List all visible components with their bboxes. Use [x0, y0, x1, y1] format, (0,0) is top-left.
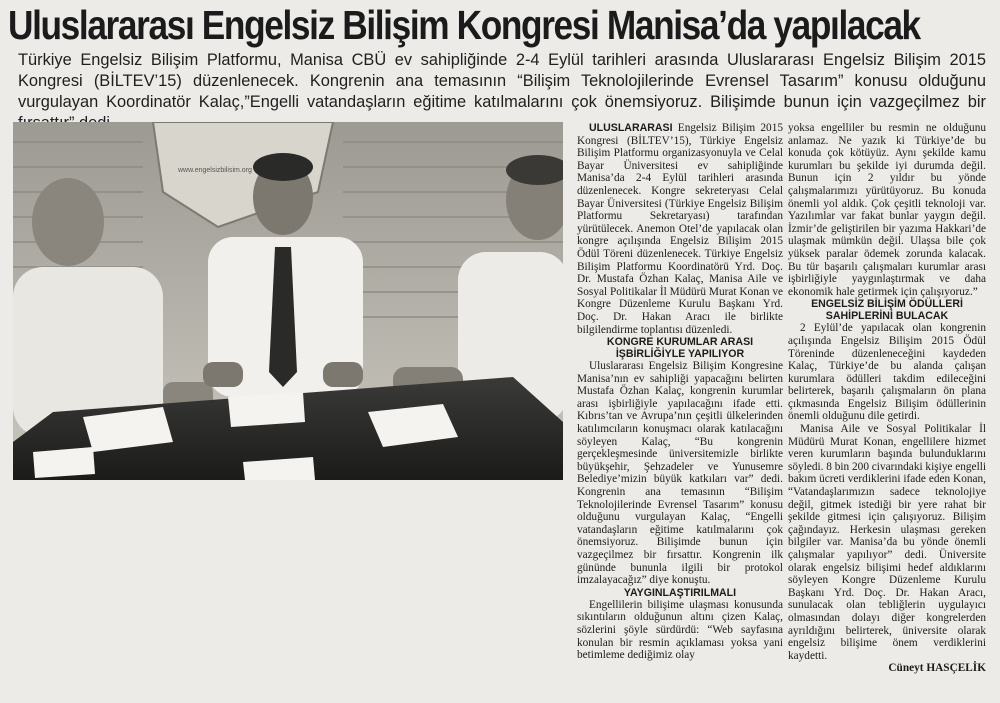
paragraph: 2 Eylül’de yapılacak olan kongrenin açılışında Engelsiz Bilişim 2015 Ödül Töreninde düzenleneceğini kaydeden Kalaç, Türkiye’de bu alanda çalışan kurumlara ödülleri takdim edileceğini belirterek, başarılı çalışmaların ön plana çıkmasında Engelsiz Bilişim ödüllerinin önemli olduğunu dile getirdi.: [788, 322, 986, 423]
headline: Uluslararası Engelsiz Bilişim Kongresi Manisa’da yapılacak: [8, 2, 920, 48]
subheading: YAYGINLAŞTIRILMALI: [623, 586, 737, 599]
paragraph: Uluslararası Engelsiz Bilişim Kongresine Manisa’nın ev sahipliği yapacağını belirten Mustafa Özhan Kalaç, kongrenin kurumlar arası işbirliğiyle yapılacağını ifade etti. Kıbrıs’tan ve Avrupa’nın çeşitli ülkelerinden katılımcıların konuşmacı olarak katılacağını söyleyen Kalaç, “Bu kongrenin gerçekleşmesinde üniversitemizle birlikte büyükşehir, Şehzadeler ve Yunusemre Belediye’mizin büyük katkıları var” dedi. Kongrenin ana temasının “Bilişim Teknolojilerinde Evrensel Tasarım” konusu olduğunu vurgulayan Kalaç, “Engelli vatandaşların eğitime katılmalarını çok önemsiyoruz. Bilişimde bunun için vazgeçilmez bir fırsattır. Kongrenin ilk gününde bununla ilgili bir protokol imzalayacağız” diye konuştu.: [577, 360, 783, 587]
subheading: ENGELSİZ BİLİŞİM ÖDÜLLERİ SAHİPLERİNİ BULACAK: [811, 298, 963, 323]
paragraph: Manisa Aile ve Sosyal Politikalar İl Müdürü Murat Konan, engellilere hizmet veren kurumların başında bulunduklarını söyledi. 8 bin 200 civarındaki kişiye engelli bakım ücreti verdiklerini ifade eden Konan, “Vatandaşlarımızın sadece teknolojiye değil, gitmek istediği bir yere rahat bir şekilde gitmesi için çalışıyoruz. Bilişim çağındayız. Herkesin ulaşması gereken bilgiler var. Manisa’da bu yönde önemli çalışmalar yapılıyor” dedi. Üniversite olarak engelsiz bilişimi hedef aldıklarını söyleyen Kongre Düzenleme Kurulu Başkanı Yrd. Doç. Dr. Hakan Aracı, sunulacak olan tebliğlerin uygulayıcı olmasından dolayı diğer kongrelerden ayrıldığını belirterek, üniversite olarak engelsiz bilişime önem verdiklerini kaydetti.: [788, 423, 986, 662]
article-column-2: [577, 122, 783, 662]
lead-keyword: ULUSLARARASI: [589, 122, 673, 134]
paragraph: [577, 122, 783, 336]
byline: Cüneyt HASÇELİK: [888, 662, 986, 675]
paragraph: yoksa engelliler bu resmin ne olduğunu anlamaz. Ne yazık ki Türkiye’de bu konuda çok kötüyüz. Aynı şekilde kamu kurumları bu şekilde iyi durumda değil. Bunun için 2 yıldır bu yönde çalışmalarımızı yürütüyoruz. Bu konuda önemli yol aldık. Çok çeşitli teknoloji var. Yazılımlar var fakat bunlar yaygın değil. İzmir’de geliştirilen bir yazıma Hakkari’de ulaşmak mümkün değil. Ulaşsa bile çok yüksek paralar ödemek zorunda kalacak. Bu tür başarılı çalışmaları kurumlar arası işbirliğiyle yaygınlaştırmak ve daha ekonomik hale getirmek için çalışıyoruz.”: [788, 122, 986, 298]
photo-illustration: [13, 122, 563, 480]
paragraph-text: Engelsiz Bilişim 2015 Kongresi (BİLTEV’15), Türkiye Engelsiz Bilişim Platformu organizasyonuyla ve Celal Bayar Üniversitesi ev sahipliğinde Manisa’da 2-4 Eylül tarihleri arasında düzenlenecek. Kongre sekreteryası Celal Bayar Üniversitesi (Türkiye Engelsiz Bilişim Platformu Sekretaryası) tarafından yürütülecek. Anemon Otel’de yapılacak olan kongre açılışında Engelsiz Bilişim 2015 Ödül Töreni düzenlenecek. Türkiye Engelsiz Bilişim Platformu Koordinatörü Yrd. Doç. Dr. Mustafa Özhan Kalaç, Manisa Aile ve Sosyal Politikalar İl Müdürü Murat Konan ve Kongre Düzenleme Kurulu Başkanı Yrd. Doç. Dr. Hakan Aracı ile birlikte bilgilendirme toplantısı düzenledi.: [577, 122, 783, 336]
lead-paragraph: Türkiye Engelsiz Bilişim Platformu, Manisa CBÜ ev sahipliğinde 2-4 Eylül tarihleri arasında Uluslararası Engelsiz Bilişim 2015 Kongresi (BİLTEV’15) düzenlenecek. Kongrenin ana temasının “Bilişim Teknolojilerinde Evrensel Tasarım” konusu olduğunu vurgulayan Koordinatör Kalaç,”Engelli vatandaşların eğitime katılmalarını çok önemsiyoruz. Bilişimde bunun için vazgeçilmez bir: [18, 51, 986, 111]
news-photo: [13, 122, 563, 480]
subheading: KONGRE KURUMLAR ARASI İŞBİRLİĞİYLE YAPILIYOR: [606, 336, 754, 361]
poster-text: www.engelsizbilisim.org: [178, 167, 252, 174]
paragraph: Engellilerin bilişime ulaşması konusunda sıkıntıların olduğunun altını çizen Kalaç, sözlerini şöyle sürdürdü: “Web sayfasına konulan bir resmin açıklaması yoksa yani betimleme dediğimiz olay: [577, 598, 783, 662]
article-column-3: [788, 122, 986, 675]
